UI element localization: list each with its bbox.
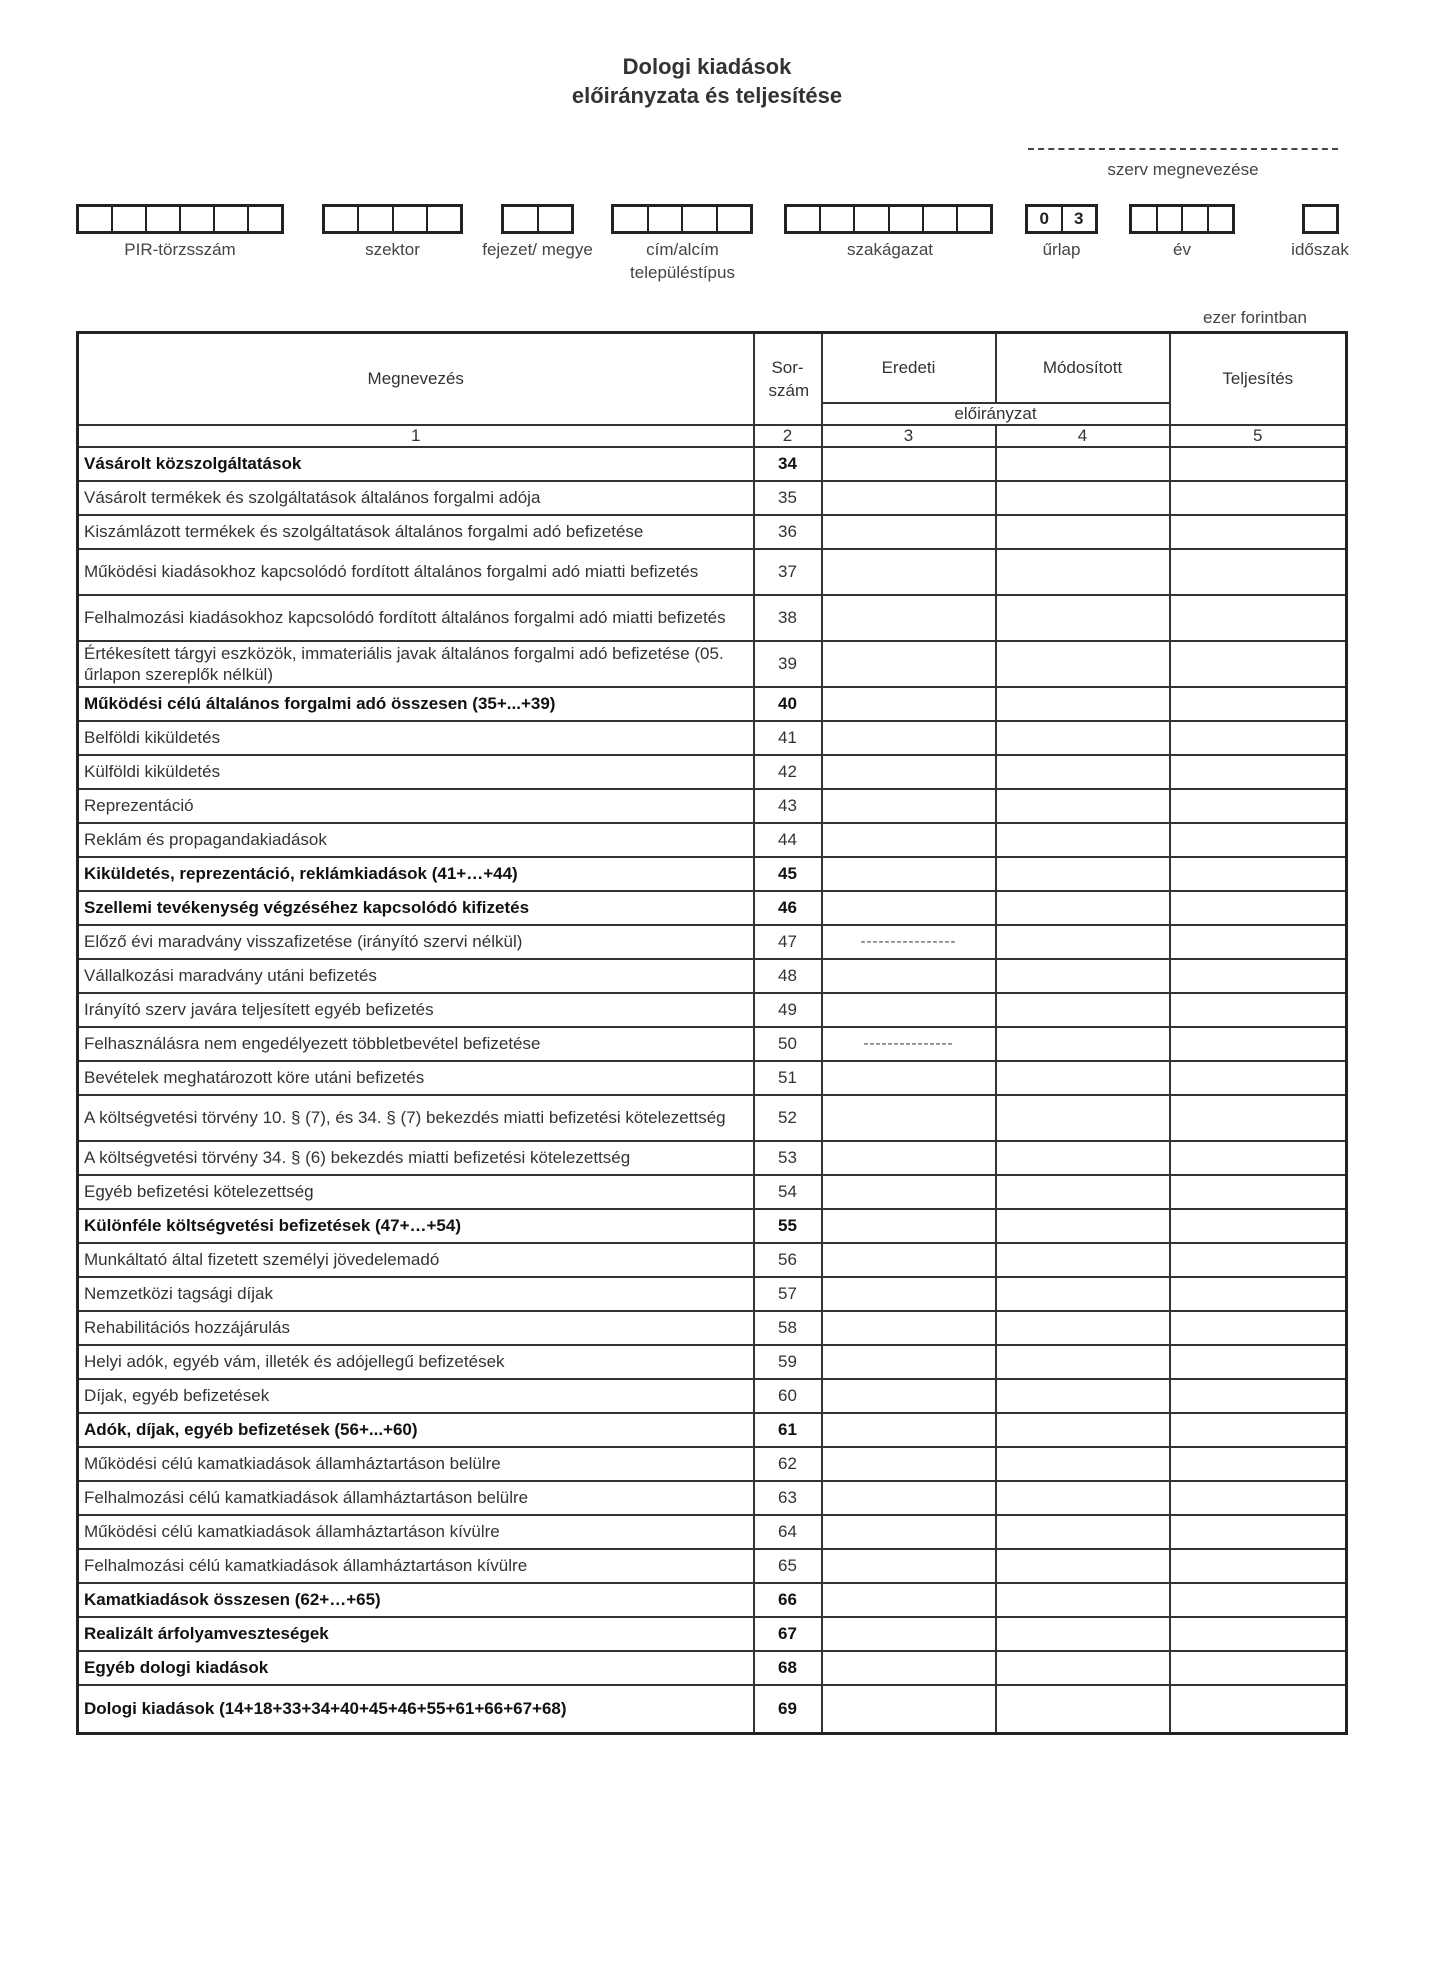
row-name: Reklám és propagandakiadások [78,823,754,857]
value-cell-modositott[interactable] [996,1617,1170,1651]
box-cell[interactable] [147,207,181,231]
row-name: Vásárolt termékek és szolgáltatások általános forgalmi adója [78,481,754,515]
value-cell-teljesites[interactable] [1170,549,1347,595]
box-label: év [1173,240,1191,259]
value-cell-modositott[interactable] [996,755,1170,789]
table-row [78,925,1347,959]
table-row [78,959,1347,993]
table-row [78,1379,1347,1413]
row-name: Felhasználásra nem engedélyezett többletbevétel befizetése [78,1027,754,1061]
box-cell[interactable] [821,207,855,231]
row-name: Külföldi kiküldetés [78,755,754,789]
row-name: Felhalmozási kiadásokhoz kapcsolódó fordított általános forgalmi adó miatti befizetés [78,595,754,641]
value-cell-teljesites[interactable] [1170,1061,1347,1095]
value-cell-teljesites[interactable] [1170,1481,1347,1515]
value-cell-modositott[interactable] [996,1243,1170,1277]
value-cell-eredeti[interactable] [822,1515,996,1549]
header-sorszam: Sor-szám [754,333,822,425]
value-cell-eredeti[interactable] [822,1175,996,1209]
box-group[interactable] [611,204,753,234]
value-cell-eredeti[interactable] [822,857,996,891]
value-cell-modositott[interactable] [996,595,1170,641]
value-cell-teljesites[interactable] [1170,1583,1347,1617]
value-cell-eredeti[interactable] [822,1549,996,1583]
row-number: 59 [754,1345,822,1379]
box-cell[interactable] [1209,207,1233,231]
value-cell-teljesites[interactable] [1170,1311,1347,1345]
table-row [78,1617,1347,1651]
value-cell-modositott[interactable] [996,1175,1170,1209]
unit-label: ezer forintban [1203,308,1307,327]
table-row [78,1447,1347,1481]
box-cell[interactable] [614,207,649,231]
value-cell-eredeti[interactable] [822,1685,996,1734]
value-cell-eredeti[interactable] [822,1061,996,1095]
value-cell-teljesites[interactable] [1170,1277,1347,1311]
box-label: időszak [1291,240,1349,259]
value-cell-teljesites[interactable] [1170,1413,1347,1447]
row-number: 46 [754,891,822,925]
table-row [78,1549,1347,1583]
value-cell-modositott[interactable] [996,1061,1170,1095]
value-cell-teljesites[interactable] [1170,481,1347,515]
row-number: 55 [754,1209,822,1243]
box-group[interactable] [76,204,284,234]
box-cell[interactable] [215,207,249,231]
box-cell[interactable] [359,207,393,231]
table-row [78,823,1347,857]
box-cell[interactable] [855,207,889,231]
value-cell-teljesites[interactable] [1170,1175,1347,1209]
row-number: 52 [754,1095,822,1141]
value-cell-teljesites[interactable] [1170,993,1347,1027]
row-name: Kiszámlázott termékek és szolgáltatások általános forgalmi adó befizetése [78,515,754,549]
box-cell[interactable] [394,207,428,231]
row-name: Felhalmozási célú kamatkiadások államháztartáson kívülre [78,1549,754,1583]
value-cell-modositott[interactable] [996,1277,1170,1311]
row-number: 45 [754,857,822,891]
value-cell-eredeti[interactable] [822,993,996,1027]
value-cell-modositott[interactable] [996,1095,1170,1141]
header-teljesites: Teljesítés [1170,333,1347,425]
row-number: 67 [754,1617,822,1651]
value-cell-modositott[interactable] [996,641,1170,687]
form-title: Dologi kiadások [622,54,792,79]
table-row [78,1413,1347,1447]
value-cell-teljesites[interactable] [1170,789,1347,823]
value-cell-modositott[interactable] [996,1447,1170,1481]
table-row [78,789,1347,823]
value-cell-teljesites[interactable] [1170,925,1347,959]
row-name: Egyéb befizetési kötelezettség [78,1175,754,1209]
value-cell-teljesites[interactable] [1170,823,1347,857]
box-cell[interactable] [1305,207,1336,231]
value-cell-eredeti[interactable] [822,447,996,481]
row-name: Előző évi maradvány visszafizetése (irányító szervi nélkül) [78,925,754,959]
table-row [78,1583,1347,1617]
row-number: 68 [754,1651,822,1685]
row-number: 57 [754,1277,822,1311]
row-number: 50 [754,1027,822,1061]
box-cell[interactable] [649,207,684,231]
value-cell-modositott[interactable] [996,925,1170,959]
row-name: Rehabilitációs hozzájárulás [78,1311,754,1345]
row-number: 51 [754,1061,822,1095]
value-cell-eredeti[interactable] [822,755,996,789]
value-cell-eredeti[interactable] [822,1095,996,1141]
table-row [78,595,1347,641]
box-cell[interactable] [181,207,215,231]
value-cell-eredeti[interactable] [822,687,996,721]
value-cell-teljesites[interactable] [1170,595,1347,641]
table-row [78,1243,1347,1277]
table-row [78,447,1347,481]
row-name: Belföldi kiküldetés [78,721,754,755]
header-eredeti: Eredeti [822,333,996,403]
value-cell-teljesites[interactable] [1170,1027,1347,1061]
value-cell-teljesites[interactable] [1170,515,1347,549]
value-cell-teljesites[interactable] [1170,755,1347,789]
row-name: Dologi kiadások (14+18+33+34+40+45+46+55+61+66+67+68) [78,1685,754,1734]
value-cell-eredeti[interactable] [822,959,996,993]
box-cell[interactable]: 0 [1028,207,1063,231]
table-row [78,721,1347,755]
row-name: Működési kiadásokhoz kapcsolódó fordított általános forgalmi adó miatti befizetés [78,549,754,595]
row-number: 41 [754,721,822,755]
table-row [78,1141,1347,1175]
value-cell-modositott[interactable] [996,823,1170,857]
row-number: 38 [754,595,822,641]
header-megnevezes: Megnevezés [78,333,754,425]
table-row [78,857,1347,891]
value-cell-teljesites[interactable] [1170,1243,1347,1277]
value-cell-modositott[interactable] [996,1141,1170,1175]
row-number: 64 [754,1515,822,1549]
table-row [78,891,1347,925]
form-subtitle: előirányzata és teljesítése [571,83,843,108]
value-cell-eredeti[interactable] [822,1243,996,1277]
value-cell-eredeti[interactable] [822,1583,996,1617]
row-name: Működési célú általános forgalmi adó összesen (35+...+39) [78,687,754,721]
row-name: Adók, díjak, egyéb befizetések (56+...+60) [78,1413,754,1447]
value-cell-teljesites[interactable] [1170,1651,1347,1685]
row-name: Realizált árfolyamveszteségek [78,1617,754,1651]
value-cell-modositott[interactable] [996,1311,1170,1345]
value-cell-modositott[interactable] [996,1345,1170,1379]
value-cell-teljesites[interactable] [1170,1345,1347,1379]
box-cell[interactable] [683,207,718,231]
value-cell-modositott[interactable] [996,721,1170,755]
row-number: 58 [754,1311,822,1345]
value-cell-eredeti[interactable] [822,481,996,515]
value-cell-eredeti[interactable] [822,721,996,755]
row-number: 42 [754,755,822,789]
value-cell-teljesites[interactable] [1170,1209,1347,1243]
row-name: Díjak, egyéb befizetések [78,1379,754,1413]
box-cell[interactable] [428,207,460,231]
value-cell-teljesites[interactable] [1170,1141,1347,1175]
value-cell-eredeti[interactable] [822,925,996,959]
row-number: 34 [754,447,822,481]
table-row [78,993,1347,1027]
row-name: Irányító szerv javára teljesített egyéb befizetés [78,993,754,1027]
dash-placeholder: ---------------- [860,933,957,950]
row-number: 36 [754,515,822,549]
row-number: 61 [754,1413,822,1447]
row-number: 69 [754,1685,822,1734]
value-cell-modositott[interactable] [996,1685,1170,1734]
row-name: Munkáltató által fizetett személyi jövedelemadó [78,1243,754,1277]
box-group[interactable] [501,204,574,234]
value-cell-eredeti[interactable] [822,595,996,641]
value-cell-teljesites[interactable] [1170,857,1347,891]
value-cell-teljesites[interactable] [1170,1549,1347,1583]
value-cell-modositott[interactable] [996,891,1170,925]
value-cell-teljesites[interactable] [1170,959,1347,993]
row-name: Felhalmozási célú kamatkiadások államháztartáson belülre [78,1481,754,1515]
table-row [78,1095,1347,1141]
value-cell-modositott[interactable] [996,515,1170,549]
value-cell-teljesites[interactable] [1170,891,1347,925]
column-number: 3 [822,425,996,447]
box-label: PIR-törzsszám [124,240,236,259]
value-cell-modositott[interactable] [996,1209,1170,1243]
row-name: Kiküldetés, reprezentáció, reklámkiadások (41+…+44) [78,857,754,891]
value-cell-eredeti[interactable] [822,1141,996,1175]
row-name: Bevételek meghatározott köre utáni befizetés [78,1061,754,1095]
value-cell-eredeti[interactable] [822,1447,996,1481]
row-number: 49 [754,993,822,1027]
value-cell-teljesites[interactable] [1170,687,1347,721]
box-cell[interactable] [79,207,113,231]
value-cell-modositott[interactable] [996,481,1170,515]
value-cell-modositott[interactable] [996,687,1170,721]
value-cell-teljesites[interactable] [1170,1685,1347,1734]
row-number: 43 [754,789,822,823]
value-cell-modositott[interactable] [996,789,1170,823]
value-cell-eredeti[interactable] [822,641,996,687]
row-name: Kamatkiadások összesen (62+…+65) [78,1583,754,1617]
row-number: 60 [754,1379,822,1413]
value-cell-eredeti[interactable] [822,1277,996,1311]
row-name: Különféle költségvetési befizetések (47+…+54) [78,1209,754,1243]
value-cell-eredeti[interactable] [822,1651,996,1685]
value-cell-eredeti[interactable] [822,1481,996,1515]
value-cell-eredeti[interactable] [822,549,996,595]
value-cell-teljesites[interactable] [1170,1617,1347,1651]
value-cell-eredeti[interactable] [822,1209,996,1243]
table-row [78,1061,1347,1095]
value-cell-eredeti[interactable] [822,515,996,549]
row-name: Értékesített tárgyi eszközök, immateriális javak általános forgalmi adó befizetése (05. űrlapon szereplők nélkül) [78,641,754,687]
table-row [78,1277,1347,1311]
row-name: Szellemi tevékenység végzéséhez kapcsolódó kifizetés [78,891,754,925]
box-group[interactable] [322,204,463,234]
szerv-line [1028,148,1338,150]
row-number: 65 [754,1549,822,1583]
column-number: 2 [754,425,822,447]
column-number: 1 [78,425,754,447]
value-cell-modositott[interactable] [996,1583,1170,1617]
value-cell-modositott[interactable] [996,857,1170,891]
box-label: cím/alcím településtípus [630,240,735,282]
row-name: Nemzetközi tagsági díjak [78,1277,754,1311]
row-name: Helyi adók, egyéb vám, illeték és adójellegű befizetések [78,1345,754,1379]
box-group[interactable] [1302,204,1339,234]
table-row [78,1685,1347,1734]
table-row [78,1311,1347,1345]
row-number: 39 [754,641,822,687]
value-cell-modositott[interactable] [996,1549,1170,1583]
value-cell-modositott[interactable] [996,1027,1170,1061]
value-cell-eredeti[interactable] [822,1413,996,1447]
value-cell-eredeti[interactable] [822,1311,996,1345]
value-cell-modositott[interactable] [996,447,1170,481]
row-number: 63 [754,1481,822,1515]
header-modositott: Módosított [996,333,1170,403]
value-cell-teljesites[interactable] [1170,447,1347,481]
box-label: szakágazat [847,240,933,259]
value-cell-eredeti[interactable] [822,1379,996,1413]
box-cell[interactable] [249,207,281,231]
table-row [78,1481,1347,1515]
table-row [78,1027,1347,1061]
table-row [78,1651,1347,1685]
box-cell[interactable] [1132,207,1158,231]
box-cell[interactable] [504,207,539,231]
box-group[interactable] [1129,204,1235,234]
table-row [78,1175,1347,1209]
expense-table [76,331,1348,1735]
box-label: fejezet/ megye [482,240,593,259]
szerv-label: szerv megnevezése [1107,160,1259,179]
header-eloiranyzat: előirányzat [822,403,1170,425]
value-cell-modositott[interactable] [996,959,1170,993]
table-row [78,1345,1347,1379]
table-row [78,481,1347,515]
box-cell[interactable] [958,207,990,231]
row-name: Reprezentáció [78,789,754,823]
row-name: Vásárolt közszolgáltatások [78,447,754,481]
box-cell[interactable] [113,207,147,231]
row-number: 62 [754,1447,822,1481]
value-cell-modositott[interactable] [996,1379,1170,1413]
box-group[interactable] [784,204,993,234]
box-label: űrlap [1042,240,1081,259]
box-cell[interactable] [924,207,958,231]
value-cell-teljesites[interactable] [1170,721,1347,755]
row-number: 53 [754,1141,822,1175]
row-number: 66 [754,1583,822,1617]
box-cell[interactable] [1158,207,1184,231]
table-row [78,515,1347,549]
row-number: 54 [754,1175,822,1209]
row-name: A költségvetési törvény 34. § (6) bekezdés miatti befizetési kötelezettség [78,1141,754,1175]
value-cell-eredeti[interactable] [822,1345,996,1379]
box-label: szektor [365,240,420,259]
box-cell[interactable] [718,207,751,231]
value-cell-teljesites[interactable] [1170,1447,1347,1481]
value-cell-modositott[interactable] [996,1651,1170,1685]
row-number: 48 [754,959,822,993]
box-cell[interactable]: 3 [1074,209,1084,228]
value-cell-teljesites[interactable] [1170,1379,1347,1413]
column-number: 5 [1170,425,1347,447]
value-cell-modositott[interactable] [996,549,1170,595]
row-number: 37 [754,549,822,595]
row-name: Egyéb dologi kiadások [78,1651,754,1685]
table-row [78,755,1347,789]
box-cell[interactable] [890,207,924,231]
row-number: 56 [754,1243,822,1277]
value-cell-eredeti[interactable] [822,1617,996,1651]
value-cell-teljesites[interactable] [1170,641,1347,687]
row-number: 44 [754,823,822,857]
row-name: A költségvetési törvény 10. § (7), és 34. § (7) bekezdés miatti befizetési kötelezettség [78,1095,754,1141]
table-row [78,1209,1347,1243]
box-cell[interactable] [539,207,572,231]
value-cell-modositott[interactable] [996,1481,1170,1515]
value-cell-eredeti[interactable] [822,1027,996,1061]
table-row [78,549,1347,595]
row-name: Működési célú kamatkiadások államháztartáson kívülre [78,1515,754,1549]
table-row [78,641,1347,687]
box-cell[interactable] [1183,207,1209,231]
value-cell-eredeti[interactable] [822,789,996,823]
table-row [78,1515,1347,1549]
value-cell-modositott[interactable] [996,1413,1170,1447]
value-cell-modositott[interactable] [996,993,1170,1027]
value-cell-teljesites[interactable] [1170,1095,1347,1141]
column-number: 4 [996,425,1170,447]
row-number: 35 [754,481,822,515]
box-cell[interactable] [325,207,359,231]
table-row [78,687,1347,721]
row-number: 47 [754,925,822,959]
row-number: 40 [754,687,822,721]
box-cell[interactable] [787,207,821,231]
row-name: Működési célú kamatkiadások államháztartáson belülre [78,1447,754,1481]
box-group[interactable] [1025,204,1098,234]
value-cell-modositott[interactable] [996,1515,1170,1549]
value-cell-teljesites[interactable] [1170,1515,1347,1549]
dash-placeholder: --------------- [863,1035,954,1052]
row-name: Vállalkozási maradvány utáni befizetés [78,959,754,993]
value-cell-eredeti[interactable] [822,823,996,857]
value-cell-eredeti[interactable] [822,891,996,925]
